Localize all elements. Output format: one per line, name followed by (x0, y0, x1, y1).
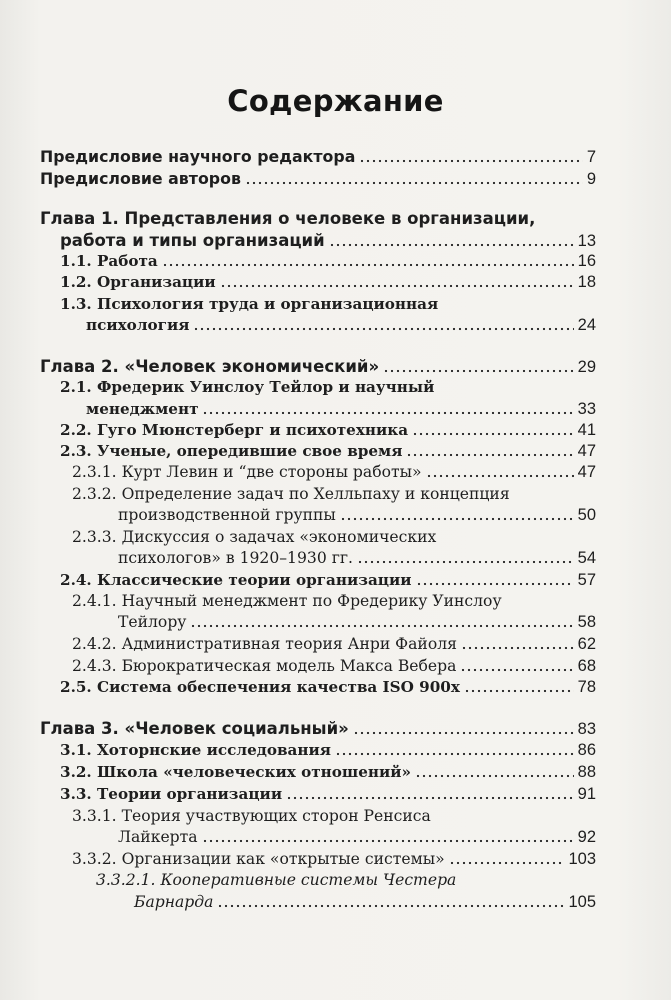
toc-page-number: 103 (568, 850, 596, 868)
toc-page-number: 57 (577, 571, 596, 589)
toc-entry-title: работа и типы организаций (60, 231, 325, 250)
toc-section-3-1[interactable] (60, 740, 596, 761)
toc-page-number: 105 (568, 893, 596, 911)
toc-page-number: 58 (577, 613, 596, 631)
toc-leader-dots (340, 517, 574, 521)
page-title: Содержание (227, 84, 444, 118)
toc-entry-title: Барнарда (134, 893, 214, 911)
toc-entry-title: производственной группы (118, 506, 336, 524)
toc-page-number: 54 (577, 549, 596, 567)
toc-page-number: 86 (577, 741, 596, 759)
toc-chapter-1[interactable] (60, 230, 596, 252)
toc-section-2-1-line1[interactable]: 2.1. Фредерик Уинслоу Тейлор и научный (60, 378, 435, 396)
toc-section-1-3-line1[interactable]: 1.3. Психология труда и организационная (60, 295, 439, 313)
toc-leader-dots (449, 861, 565, 865)
toc-section-2-1[interactable] (86, 399, 596, 420)
toc-entry-authors-preface[interactable] (40, 168, 596, 190)
toc-section-1-2[interactable] (60, 272, 596, 293)
toc-entry-title: 2.3. Ученые, опередившие свое время (60, 442, 403, 460)
toc-entry-title: Лайкерта (118, 828, 198, 846)
toc-page-number: 18 (577, 273, 596, 291)
toc-leader-dots (202, 411, 573, 415)
toc-page-number: 33 (577, 400, 596, 418)
toc-page-number: 83 (577, 720, 596, 738)
toc-page-number: 41 (577, 421, 596, 439)
toc-subsection-3-3-1[interactable] (118, 827, 596, 848)
toc-entry-title: 3.3.2. Организации как «открытые системы» (72, 850, 445, 868)
toc-leader-dots (190, 624, 573, 628)
toc-page-number: 68 (577, 657, 596, 675)
toc-subsection-2-3-3-line1[interactable]: 2.3.3. Дискуссия о задачах «экономических (72, 528, 437, 546)
toc-leader-dots (286, 796, 574, 800)
toc-entry-title: психология (86, 316, 190, 334)
toc-entry-title: 3.1. Хоторнские исследования (60, 741, 331, 759)
toc-section-1-3[interactable] (86, 315, 596, 336)
toc-page-number: 92 (577, 828, 596, 846)
toc-section-1-1[interactable] (60, 251, 596, 272)
toc-subsection-2-4-1-line1[interactable]: 2.4.1. Научный менеджмент по Фредерику Уинслоу (72, 592, 502, 610)
toc-leader-dots (357, 560, 574, 564)
toc-page-number: 50 (577, 506, 596, 524)
toc-entry-title: 1.2. Организации (60, 273, 216, 291)
toc-subsection-3-3-2[interactable] (72, 849, 596, 870)
toc-section-2-3[interactable] (60, 441, 596, 462)
toc-entry-title: 1.1. Работа (60, 252, 158, 270)
toc-entry-title: 2.4.2. Административная теория Анри Файоля (72, 635, 457, 653)
toc-entry-editor-preface[interactable] (40, 146, 596, 168)
toc-leader-dots (461, 646, 574, 650)
toc-subsubsection-3-3-2-1-line1[interactable]: 3.3.2.1. Кооперативные системы Честера (96, 871, 457, 889)
toc-leader-dots (460, 668, 573, 672)
toc-page-number: 24 (577, 316, 596, 334)
toc-page-number: 47 (577, 463, 596, 481)
toc-page-number: 91 (577, 785, 596, 803)
toc-leader-dots (162, 263, 574, 267)
toc-page-number: 78 (577, 678, 596, 696)
toc-leader-dots (217, 904, 564, 908)
toc-leader-dots (359, 159, 582, 163)
toc-page-number: 7 (586, 148, 596, 166)
toc-section-2-4[interactable] (60, 570, 596, 591)
toc-section-3-3[interactable] (60, 784, 596, 805)
toc-subsection-2-3-2[interactable] (118, 505, 596, 526)
toc-entry-title: Предисловие научного редактора (40, 147, 356, 166)
toc-leader-dots (193, 327, 573, 331)
toc-leader-dots (426, 474, 574, 478)
toc-page-number: 16 (577, 252, 596, 270)
toc-entry-title: 2.3.1. Курт Левин и “две стороны работы» (72, 463, 422, 481)
toc-entry-title: 3.2. Школа «человеческих отношений» (60, 763, 412, 781)
toc-subsection-2-4-2[interactable] (72, 634, 596, 655)
toc-page-number: 47 (577, 442, 596, 460)
toc-subsection-2-3-2-line1[interactable]: 2.3.2. Определение задач по Хелльпаху и концепция (72, 485, 510, 503)
toc-chapter-3[interactable] (40, 718, 596, 740)
toc-leader-dots (406, 453, 573, 457)
toc-subsection-2-4-1[interactable] (118, 612, 596, 633)
toc-leader-dots (383, 369, 574, 373)
toc-leader-dots (202, 839, 574, 843)
toc-entry-title: 2.4. Классические теории организации (60, 571, 412, 589)
toc-page-number: 13 (577, 232, 596, 250)
toc-entry-title: 2.2. Гуго Мюнстерберг и психотехника (60, 421, 409, 439)
toc-leader-dots (245, 181, 583, 185)
toc-section-2-2[interactable] (60, 420, 596, 441)
toc-subsubsection-3-3-2-1[interactable] (134, 892, 596, 913)
toc-section-3-2[interactable] (60, 762, 596, 783)
toc-entry-title: менеджмент (86, 400, 199, 418)
toc-entry-title: Глава 3. «Человек социальный» (40, 719, 349, 738)
toc-subsection-2-3-3[interactable] (118, 548, 596, 569)
toc-chapter-2[interactable] (40, 356, 596, 378)
toc-entry-title: 2.5. Система обеспечения качества ISO 900x (60, 678, 460, 696)
toc-page-number: 9 (586, 170, 596, 188)
toc-leader-dots (329, 243, 574, 247)
toc-leader-dots (415, 774, 574, 778)
toc-page-number: 62 (577, 635, 596, 653)
toc-entry-title: 2.4.3. Бюрократическая модель Макса Вебера (72, 657, 457, 675)
toc-leader-dots (220, 284, 574, 288)
toc-leader-dots (412, 432, 574, 436)
toc-page-number: 88 (577, 763, 596, 781)
toc-subsection-2-3-1[interactable] (72, 462, 596, 483)
toc-entry-title: Глава 2. «Человек экономический» (40, 357, 380, 376)
toc-entry-title: Предисловие авторов (40, 169, 241, 188)
toc-subsection-2-4-3[interactable] (72, 656, 596, 677)
toc-section-2-5[interactable] (60, 677, 596, 698)
toc-leader-dots (335, 752, 574, 756)
toc-leader-dots (464, 689, 574, 693)
toc-leader-dots (353, 731, 574, 735)
toc-chapter-1-line1[interactable]: Глава 1. Представления о человеке в организации, (40, 209, 536, 228)
toc-entry-title: психологов» в 1920–1930 гг. (118, 549, 353, 567)
toc-entry-title: 3.3. Теории организации (60, 785, 283, 803)
toc-page-number: 29 (577, 358, 596, 376)
toc-leader-dots (416, 582, 574, 586)
toc-entry-title: Тейлору (118, 613, 187, 631)
toc-subsection-3-3-1-line1[interactable]: 3.3.1. Теория участвующих сторон Ренсиса (72, 807, 431, 825)
